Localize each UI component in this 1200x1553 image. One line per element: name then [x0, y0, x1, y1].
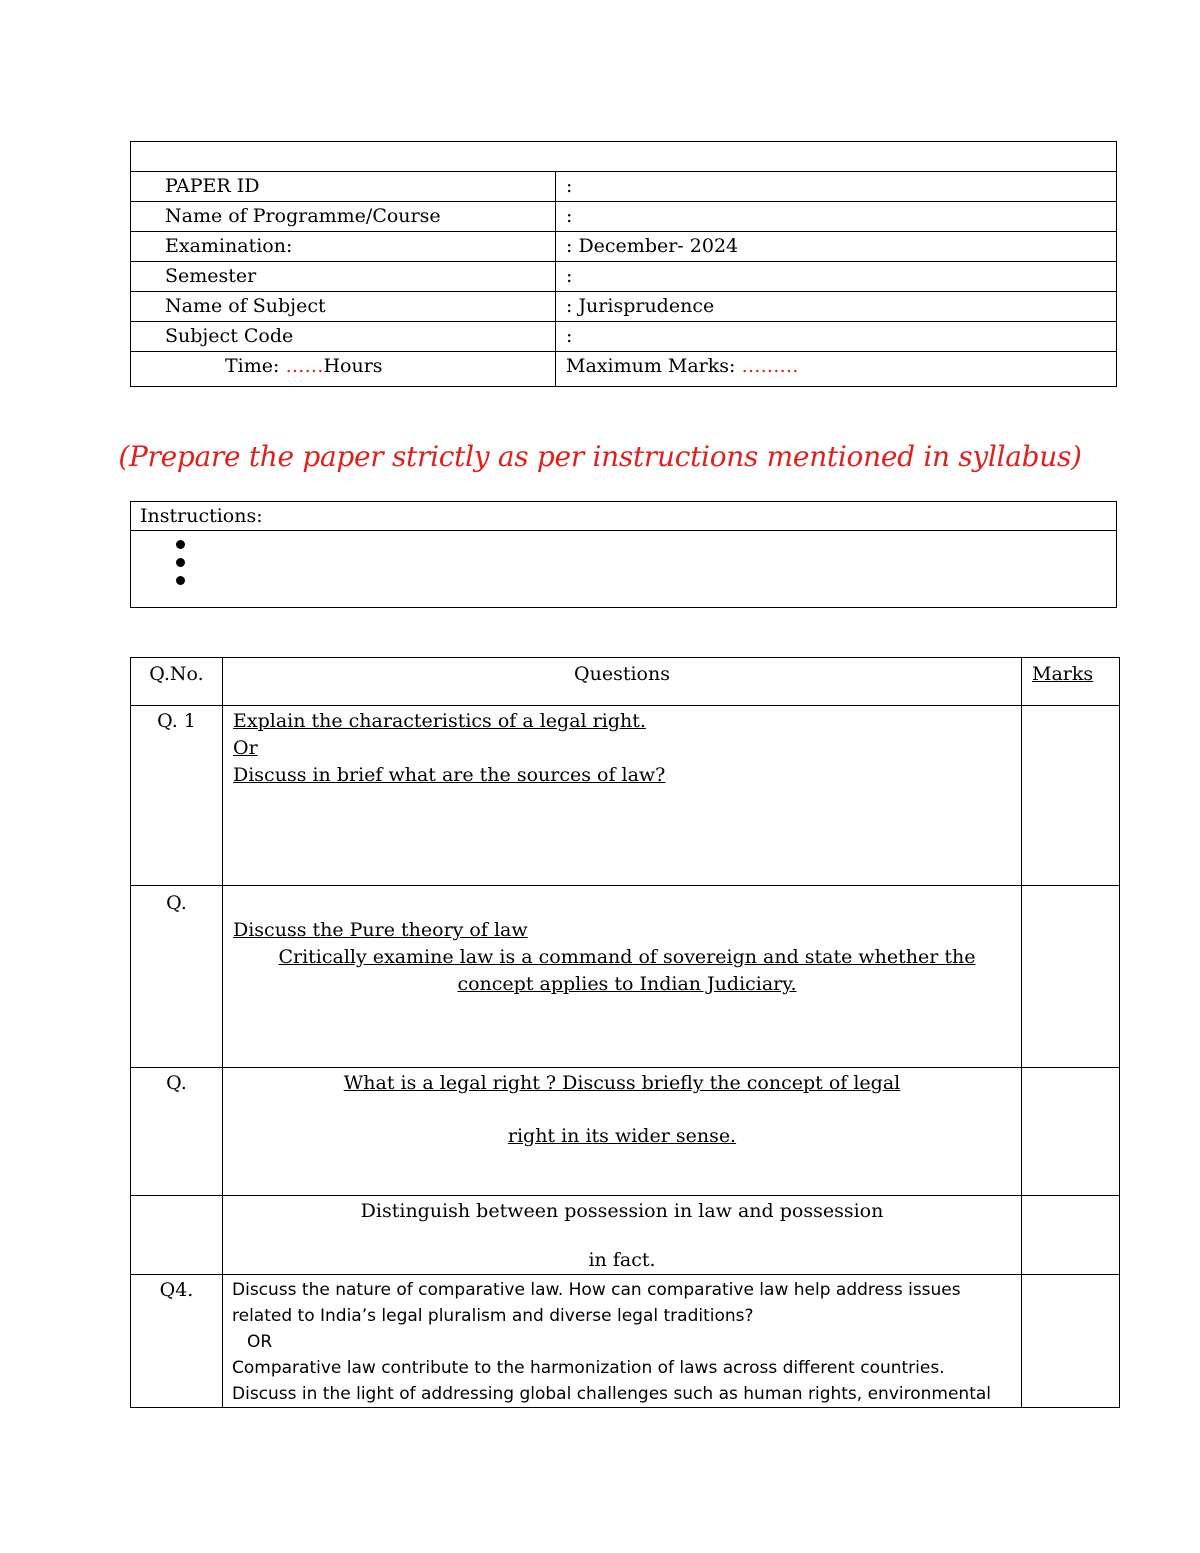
question-line: Discuss in brief what are the sources of law?: [233, 764, 666, 786]
header-blank-row: [131, 142, 1117, 172]
question-row-4: [131, 1275, 1120, 1408]
paper-header-table: [130, 141, 1117, 387]
question-line: Comparative law contribute to the harmonization of laws across different countries.: [232, 1358, 945, 1378]
question-number: Q.: [131, 886, 223, 1068]
question-line: Or: [233, 737, 258, 759]
question-line: Explain the characteristics of a legal right.: [233, 710, 646, 732]
question-line: concept applies to Indian Judiciary.: [457, 973, 797, 995]
question-line: Distinguish between possession in law and possession: [360, 1200, 884, 1222]
time-prefix: Time:: [225, 355, 286, 377]
header-value: : Jurisprudence: [556, 292, 1117, 322]
marks-cell: [1022, 706, 1120, 886]
header-row-subject: [131, 292, 1117, 322]
questions-header-row: [131, 658, 1120, 706]
header-label: Name of Programme/Course: [131, 202, 556, 232]
header-value: :: [556, 262, 1117, 292]
marks-cell: [1022, 886, 1120, 1068]
header-row-subject-code: [131, 322, 1117, 352]
col-header-questions: Questions: [223, 658, 1022, 706]
header-row-paper-id: [131, 172, 1117, 202]
question-number: Q.: [131, 1068, 223, 1196]
bullet-icon: [176, 558, 185, 567]
question-number: [131, 1196, 223, 1275]
marks-dots: ………: [741, 355, 799, 377]
instructions-box: [130, 501, 1117, 608]
header-row-semester: [131, 262, 1117, 292]
header-row-examination: [131, 232, 1117, 262]
syllabus-note: (Prepare the paper strictly as per instructions mentioned in syllabus): [118, 440, 1082, 473]
question-row-2: [131, 886, 1120, 1068]
question-number: Q4.: [131, 1275, 223, 1408]
header-row-time-marks: [131, 352, 1117, 387]
question-line: What is a legal right ? Discuss briefly the concept of legal: [343, 1072, 901, 1094]
marks-cell: [1022, 1196, 1120, 1275]
time-suffix: Hours: [323, 355, 383, 377]
question-number: Q. 1: [131, 706, 223, 886]
marks-cell: [1022, 1068, 1120, 1196]
question-text: [223, 1275, 1022, 1408]
col-header-qno: Q.No.: [131, 658, 223, 706]
header-value: : December- 2024: [556, 232, 1117, 262]
header-row-programme: [131, 202, 1117, 232]
question-line: right in its wider sense.: [507, 1125, 737, 1147]
question-line: in fact.: [588, 1249, 656, 1271]
time-dots: ……: [285, 355, 324, 377]
bullet-icon: [176, 540, 185, 549]
question-line: Discuss the nature of comparative law. How can comparative law help address issues: [232, 1280, 961, 1300]
header-value: :: [556, 172, 1117, 202]
question-row-1: [131, 706, 1120, 886]
marks-prefix: Maximum Marks:: [566, 355, 742, 377]
question-line: Discuss in the light of addressing global challenges such as human rights, environmental: [232, 1384, 991, 1404]
question-row-3b: [131, 1196, 1120, 1275]
header-value: :: [556, 202, 1117, 232]
question-line: Critically examine law is a command of sovereign and state whether the: [278, 946, 976, 968]
question-line: Discuss the Pure theory of law: [233, 919, 528, 941]
header-value: :: [556, 322, 1117, 352]
header-label: PAPER ID: [131, 172, 556, 202]
instructions-heading: Instructions:: [131, 502, 1117, 531]
max-marks-field: [556, 352, 1117, 387]
question-text: [223, 706, 1022, 886]
bullet-icon: [176, 576, 185, 585]
marks-cell: [1022, 1275, 1120, 1408]
header-label: Semester: [131, 262, 556, 292]
header-label: Subject Code: [131, 322, 556, 352]
question-line: OR: [247, 1332, 273, 1352]
question-text: [223, 1068, 1022, 1196]
header-label: Examination:: [131, 232, 556, 262]
col-header-marks: [1022, 658, 1120, 706]
instructions-bullets: [131, 531, 1117, 608]
question-text: [223, 1196, 1022, 1275]
question-text: [223, 886, 1022, 1068]
question-row-3: [131, 1068, 1120, 1196]
marks-header-text: Marks: [1032, 663, 1094, 685]
time-field: [131, 352, 556, 387]
header-label: Name of Subject: [131, 292, 556, 322]
questions-table: [130, 657, 1120, 1408]
question-line: related to India’s legal pluralism and diverse legal traditions?: [232, 1306, 754, 1326]
